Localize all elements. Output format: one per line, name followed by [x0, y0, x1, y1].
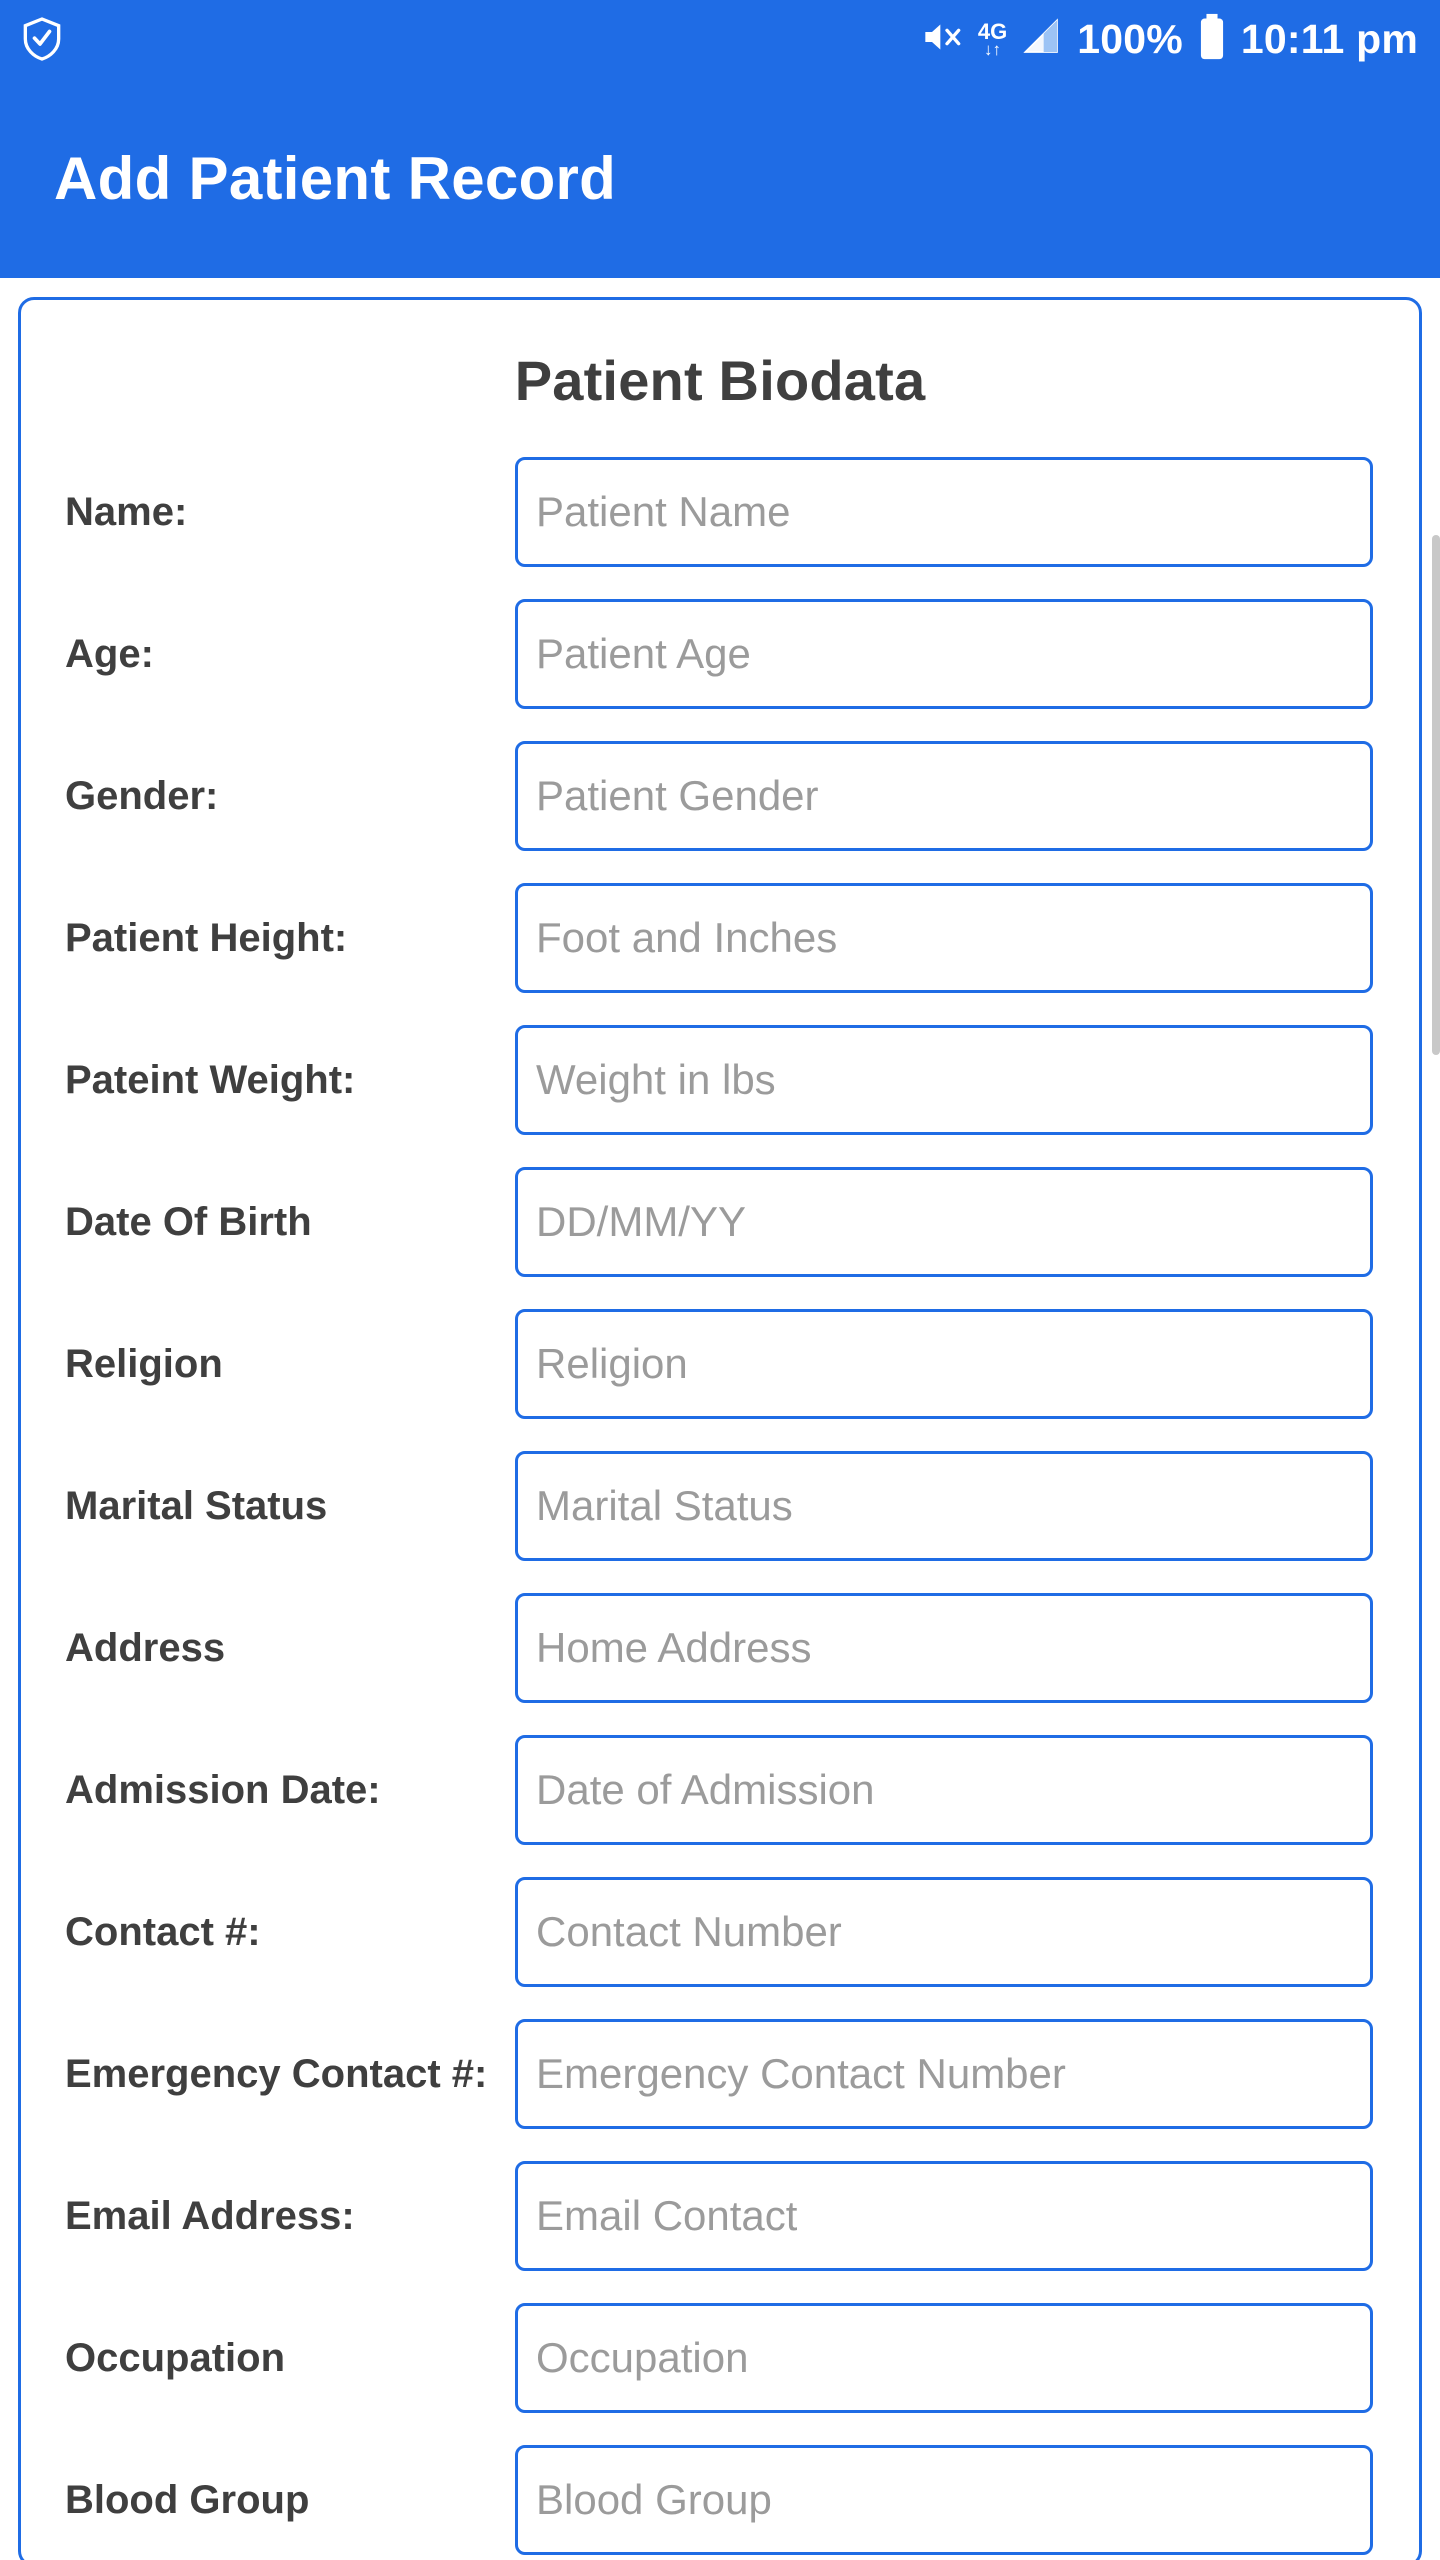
page-title: Add Patient Record — [54, 144, 617, 212]
label-admission-date: Admission Date: — [65, 1768, 381, 1812]
form-row-occupation — [21, 2287, 1419, 2429]
label-date-of-birth: Date Of Birth — [65, 1200, 312, 1244]
input-marital-status[interactable] — [515, 1451, 1373, 1561]
label-name: Name: — [65, 490, 188, 534]
input-home-address[interactable] — [515, 1593, 1373, 1703]
status-bar-right — [920, 13, 1418, 66]
form-row-name — [21, 441, 1419, 583]
app-bar — [0, 78, 1440, 278]
placeholder-occupation: Occupation — [536, 2334, 749, 2381]
input-patient-gender[interactable] — [515, 741, 1373, 851]
label-blood-group: Blood Group — [65, 2478, 310, 2522]
form-row-age — [21, 583, 1419, 725]
input-date-of-birth[interactable] — [515, 1167, 1373, 1277]
input-emergency-contact[interactable] — [515, 2019, 1373, 2129]
label-email-address: Email Address: — [65, 2194, 355, 2238]
label-age: Age: — [65, 632, 154, 676]
form-row-blood-group — [21, 2429, 1419, 2560]
form-row-religion — [21, 1293, 1419, 1435]
label-religion: Religion — [65, 1342, 223, 1386]
mute-icon — [920, 17, 964, 62]
shield-check-icon — [22, 17, 62, 61]
label-patient-weight: Pateint Weight: — [65, 1058, 356, 1102]
status-bar-left — [22, 17, 62, 61]
battery-percent-label: 100% — [1077, 15, 1183, 62]
input-occupation[interactable] — [515, 2303, 1373, 2413]
label-marital-status: Marital Status — [65, 1484, 328, 1528]
network-activity-label: ↓↑ — [984, 39, 1002, 59]
vertical-scrollbar[interactable] — [1432, 535, 1440, 1055]
input-email-address[interactable] — [515, 2161, 1373, 2271]
placeholder-email-address: Email Contact — [536, 2192, 798, 2239]
input-blood-group[interactable] — [515, 2445, 1373, 2555]
signal-bars-icon — [1021, 17, 1063, 62]
placeholder-home-address: Home Address — [536, 1624, 812, 1671]
label-emergency-contact: Emergency Contact #: — [65, 2051, 488, 2096]
form-row-height — [21, 867, 1419, 1009]
placeholder-religion: Religion — [536, 1340, 688, 1387]
placeholder-patient-height: Foot and Inches — [536, 914, 838, 961]
form-row-admission-date — [21, 1719, 1419, 1861]
label-gender: Gender: — [65, 774, 219, 818]
form-row-marital-status — [21, 1435, 1419, 1577]
patient-biodata-card — [18, 297, 1422, 2560]
placeholder-contact-number: Contact Number — [536, 1908, 842, 1955]
input-patient-age[interactable] — [515, 599, 1373, 709]
placeholder-admission-date: Date of Admission — [536, 1766, 875, 1813]
placeholder-blood-group: Blood Group — [536, 2476, 772, 2523]
input-religion[interactable] — [515, 1309, 1373, 1419]
form-row-email — [21, 2145, 1419, 2287]
input-patient-weight[interactable] — [515, 1025, 1373, 1135]
input-admission-date[interactable] — [515, 1735, 1373, 1845]
form-row-weight — [21, 1009, 1419, 1151]
form-row-address — [21, 1577, 1419, 1719]
status-bar — [0, 0, 1440, 78]
placeholder-emergency-contact: Emergency Contact Number — [536, 2050, 1066, 2097]
form-title: Patient Biodata — [514, 349, 926, 412]
form-row-dob — [21, 1151, 1419, 1293]
form-field-list — [21, 441, 1419, 2560]
label-occupation: Occupation — [65, 2336, 286, 2380]
placeholder-marital-status: Marital Status — [536, 1482, 793, 1529]
placeholder-patient-age: Patient Age — [536, 630, 751, 677]
input-contact-number[interactable] — [515, 1877, 1373, 1987]
form-row-contact — [21, 1861, 1419, 2003]
form-row-emergency-contact — [21, 2003, 1419, 2145]
label-contact-number: Contact #: — [65, 1910, 261, 1954]
placeholder-patient-weight: Weight in lbs — [536, 1056, 776, 1103]
network-type-indicator — [977, 18, 1008, 59]
placeholder-date-of-birth: DD/MM/YY — [536, 1198, 746, 1245]
label-patient-height: Patient Height: — [65, 916, 348, 960]
placeholder-patient-name: Patient Name — [536, 488, 791, 535]
placeholder-patient-gender: Patient Gender — [536, 772, 819, 819]
input-patient-name[interactable] — [515, 457, 1373, 567]
label-address: Address — [65, 1626, 226, 1670]
form-row-gender — [21, 725, 1419, 867]
clock-label: 10:11 pm — [1240, 15, 1418, 62]
battery-full-icon — [1197, 13, 1227, 66]
network-type-label: 4G — [977, 18, 1008, 44]
input-patient-height[interactable] — [515, 883, 1373, 993]
